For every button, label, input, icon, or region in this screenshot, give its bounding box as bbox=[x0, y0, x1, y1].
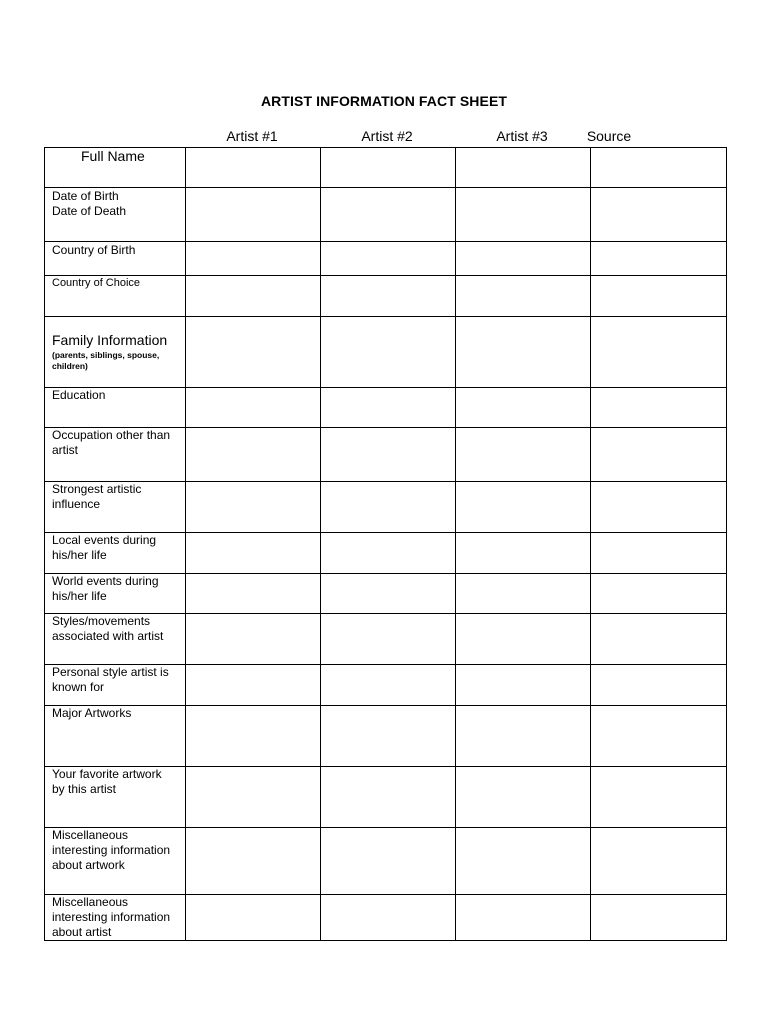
cell-artist-1[interactable] bbox=[186, 276, 321, 317]
cell-artist-1[interactable] bbox=[186, 533, 321, 574]
cell-artist-1[interactable] bbox=[186, 188, 321, 242]
cell-artist-2[interactable] bbox=[321, 188, 456, 242]
cell-artist-2[interactable] bbox=[321, 895, 456, 941]
table-row bbox=[45, 242, 727, 276]
cell-artist-3[interactable] bbox=[456, 482, 591, 533]
row-label-country-of-birth: Country of Birth bbox=[45, 242, 186, 276]
cell-artist-2[interactable] bbox=[321, 574, 456, 614]
cell-source[interactable] bbox=[591, 317, 727, 388]
table-row bbox=[45, 148, 727, 188]
row-label-world-events: World events during his/her life bbox=[45, 574, 186, 614]
cell-artist-1[interactable] bbox=[186, 895, 321, 941]
cell-source[interactable] bbox=[591, 614, 727, 665]
cell-artist-2[interactable] bbox=[321, 242, 456, 276]
table-row bbox=[45, 317, 727, 388]
cell-artist-3[interactable] bbox=[456, 317, 591, 388]
cell-artist-3[interactable] bbox=[456, 767, 591, 828]
cell-source[interactable] bbox=[591, 242, 727, 276]
row-label-artistic-influence: Strongest artistic influence bbox=[45, 482, 186, 533]
row-label-major-artworks: Major Artworks bbox=[45, 706, 186, 767]
column-header-source: Source bbox=[586, 128, 632, 144]
cell-source[interactable] bbox=[591, 428, 727, 482]
table-row bbox=[45, 706, 727, 767]
family-information-subtext: (parents, siblings, spouse, children) bbox=[52, 350, 160, 371]
row-label-misc-artwork: Miscellaneous interesting information about artwork bbox=[45, 828, 186, 895]
column-header-artist-2: Artist #2 bbox=[361, 128, 413, 144]
cell-artist-1[interactable] bbox=[186, 574, 321, 614]
cell-artist-3[interactable] bbox=[456, 574, 591, 614]
cell-artist-1[interactable] bbox=[186, 828, 321, 895]
cell-artist-3[interactable] bbox=[456, 895, 591, 941]
table-row bbox=[45, 482, 727, 533]
cell-artist-1[interactable] bbox=[186, 428, 321, 482]
row-label-dates: Date of Birth Date of Death bbox=[45, 188, 186, 242]
cell-source[interactable] bbox=[591, 482, 727, 533]
cell-artist-3[interactable] bbox=[456, 388, 591, 428]
column-header-artist-1: Artist #1 bbox=[226, 128, 278, 144]
column-header-artist-3: Artist #3 bbox=[496, 128, 548, 144]
row-label-personal-style: Personal style artist is known for bbox=[45, 665, 186, 706]
cell-artist-3[interactable] bbox=[456, 428, 591, 482]
cell-artist-3[interactable] bbox=[456, 242, 591, 276]
cell-artist-3[interactable] bbox=[456, 148, 591, 188]
table-row bbox=[45, 614, 727, 665]
cell-artist-2[interactable] bbox=[321, 767, 456, 828]
table-row bbox=[45, 574, 727, 614]
cell-source[interactable] bbox=[591, 533, 727, 574]
cell-artist-3[interactable] bbox=[456, 706, 591, 767]
cell-source[interactable] bbox=[591, 828, 727, 895]
cell-artist-2[interactable] bbox=[321, 614, 456, 665]
table-row bbox=[45, 895, 727, 941]
cell-source[interactable] bbox=[591, 388, 727, 428]
cell-artist-3[interactable] bbox=[456, 665, 591, 706]
cell-source[interactable] bbox=[591, 665, 727, 706]
row-label-full-name: Full Name bbox=[45, 148, 186, 188]
cell-source[interactable] bbox=[591, 895, 727, 941]
family-information-label: Family Information bbox=[52, 332, 168, 348]
table-row bbox=[45, 276, 727, 317]
cell-artist-3[interactable] bbox=[456, 614, 591, 665]
cell-artist-2[interactable] bbox=[321, 276, 456, 317]
cell-source[interactable] bbox=[591, 574, 727, 614]
cell-artist-2[interactable] bbox=[321, 428, 456, 482]
cell-artist-2[interactable] bbox=[321, 317, 456, 388]
table-row bbox=[45, 665, 727, 706]
table-row bbox=[45, 533, 727, 574]
table-row bbox=[45, 188, 727, 242]
cell-artist-2[interactable] bbox=[321, 828, 456, 895]
table-row bbox=[45, 767, 727, 828]
cell-source[interactable] bbox=[591, 276, 727, 317]
table-row bbox=[45, 828, 727, 895]
cell-source[interactable] bbox=[591, 706, 727, 767]
row-label-occupation: Occupation other than artist bbox=[45, 428, 186, 482]
cell-artist-2[interactable] bbox=[321, 388, 456, 428]
row-label-styles-movements: Styles/movements associated with artist bbox=[45, 614, 186, 665]
cell-artist-1[interactable] bbox=[186, 242, 321, 276]
cell-artist-1[interactable] bbox=[186, 148, 321, 188]
cell-artist-2[interactable] bbox=[321, 533, 456, 574]
cell-artist-1[interactable] bbox=[186, 388, 321, 428]
row-label-family-information bbox=[45, 317, 186, 388]
cell-artist-1[interactable] bbox=[186, 614, 321, 665]
cell-artist-1[interactable] bbox=[186, 665, 321, 706]
row-label-favorite-artwork: Your favorite artwork by this artist bbox=[45, 767, 186, 828]
cell-artist-2[interactable] bbox=[321, 482, 456, 533]
cell-source[interactable] bbox=[591, 148, 727, 188]
row-label-country-of-choice: Country of Choice bbox=[45, 276, 186, 317]
cell-artist-2[interactable] bbox=[321, 706, 456, 767]
cell-artist-3[interactable] bbox=[456, 828, 591, 895]
cell-artist-1[interactable] bbox=[186, 317, 321, 388]
row-label-local-events: Local events during his/her life bbox=[45, 533, 186, 574]
cell-artist-3[interactable] bbox=[456, 533, 591, 574]
page-title: ARTIST INFORMATION FACT SHEET bbox=[260, 93, 508, 109]
cell-artist-2[interactable] bbox=[321, 665, 456, 706]
cell-artist-3[interactable] bbox=[456, 188, 591, 242]
table-row bbox=[45, 428, 727, 482]
cell-artist-2[interactable] bbox=[321, 148, 456, 188]
cell-source[interactable] bbox=[591, 188, 727, 242]
row-label-education: Education bbox=[45, 388, 186, 428]
table-row bbox=[45, 388, 727, 428]
cell-artist-1[interactable] bbox=[186, 706, 321, 767]
cell-artist-1[interactable] bbox=[186, 482, 321, 533]
cell-artist-1[interactable] bbox=[186, 767, 321, 828]
cell-source[interactable] bbox=[591, 767, 727, 828]
fact-sheet-table bbox=[44, 147, 727, 941]
cell-artist-3[interactable] bbox=[456, 276, 591, 317]
row-label-misc-artist: Miscellaneous interesting information about artist bbox=[45, 895, 186, 941]
